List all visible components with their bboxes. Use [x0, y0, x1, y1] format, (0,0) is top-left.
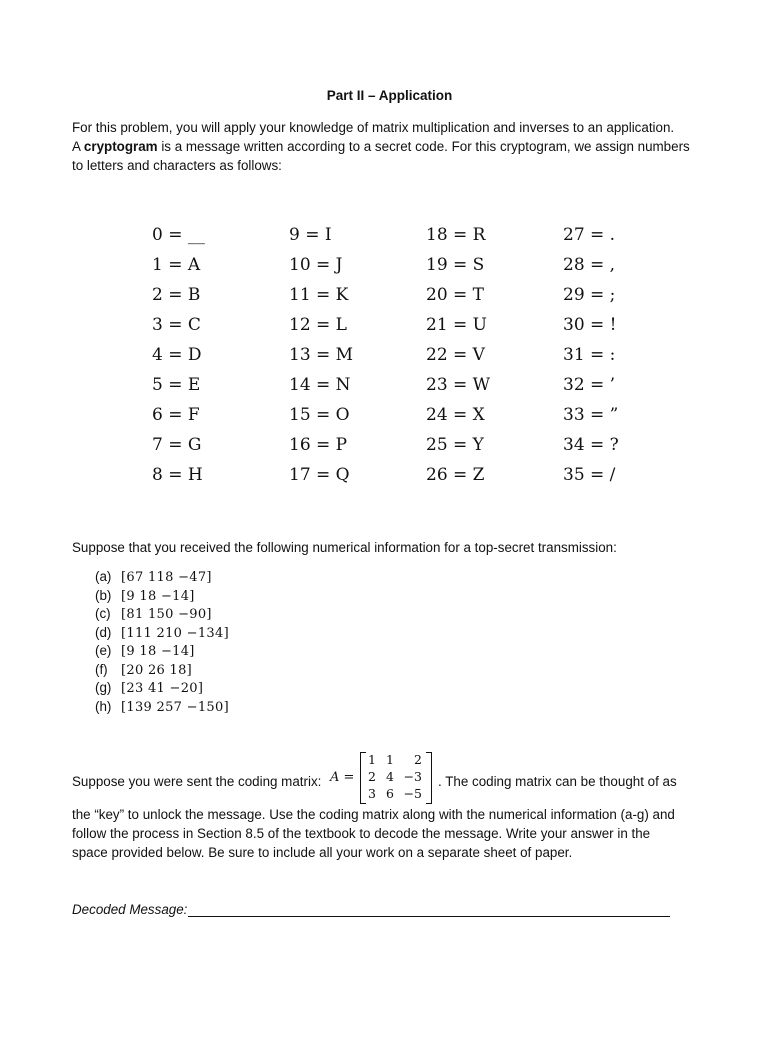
intro-text: A — [72, 139, 84, 154]
matrix-cell: 2 — [368, 769, 376, 784]
intro-line-2 — [72, 137, 712, 156]
section-title: Part II – Application — [326, 88, 453, 103]
instructions-line: the “key” to unlock the message. Use the coding matrix along with the numerical information (a-g) and — [72, 807, 675, 822]
code-entry: 14 = N — [289, 375, 351, 395]
decoded-message-label: Decoded Message: — [72, 902, 188, 917]
code-entry: 11 = K — [289, 285, 349, 305]
instructions-paragraph — [72, 805, 712, 862]
matrix-cell: 4 — [386, 769, 394, 784]
matrix-symbol: A = — [330, 770, 355, 785]
code-entry: 15 = O — [289, 405, 350, 425]
code-entry: 1 = A — [152, 255, 201, 275]
code-entry: 5 = E — [152, 375, 201, 395]
message-label: (a) — [95, 569, 112, 584]
message-label: (b) — [95, 587, 112, 603]
code-entry: 16 = P — [289, 435, 348, 455]
code-entry: 35 = / — [563, 465, 616, 485]
list-item — [95, 568, 229, 587]
code-column-3 — [426, 220, 490, 490]
matrix-cell: 6 — [386, 786, 394, 801]
list-item — [95, 661, 229, 680]
code-entry: 28 = , — [563, 255, 616, 275]
code-entry: 9 = I — [289, 225, 332, 245]
message-label: (c) — [95, 606, 111, 621]
message-label: (f) — [95, 661, 108, 677]
matrix-row — [366, 769, 426, 785]
cryptogram-term: cryptogram — [83, 139, 158, 154]
code-column-1 — [152, 220, 205, 490]
matrix-cell: 2 — [414, 752, 422, 767]
message-label: (g) — [95, 680, 112, 695]
code-entry: 10 = J — [289, 255, 343, 275]
list-item — [95, 624, 229, 643]
coding-matrix-after: . The coding matrix can be thought of as — [438, 774, 677, 789]
code-entry: 33 = ” — [563, 405, 619, 425]
matrix-cell: 1 — [386, 752, 394, 767]
code-table — [0, 220, 779, 490]
message-label: (h) — [95, 698, 112, 714]
matrix-row — [366, 786, 426, 802]
matrix-cell: −3 — [403, 769, 422, 784]
code-entry: 25 = Y — [426, 435, 484, 455]
message-values: [23 41 −20] — [121, 681, 204, 696]
code-entry: 19 = S — [426, 255, 485, 275]
message-values: [20 26 18] — [121, 662, 193, 678]
code-entry: 4 = D — [152, 345, 202, 365]
coding-matrix — [360, 752, 432, 804]
code-entry: 20 = T — [426, 285, 485, 305]
message-label: (e) — [95, 643, 112, 658]
instructions-line: follow the process in Section 8.5 of the textbook to decode the message. Write your answer in the — [72, 826, 651, 841]
code-entry: 13 = M — [289, 345, 354, 365]
list-item — [95, 679, 229, 698]
code-entry: 7 = G — [152, 435, 202, 455]
code-entry: 29 = ; — [563, 285, 616, 305]
code-entry: 2 = B — [152, 285, 201, 305]
code-column-4 — [563, 220, 619, 490]
message-list — [95, 568, 229, 716]
message-values: [111 210 −134] — [121, 625, 229, 641]
code-entry: 0 = __ — [152, 225, 205, 245]
code-entry: 30 = ! — [563, 315, 617, 335]
code-entry: 6 = F — [152, 405, 200, 425]
code-entry: 32 = ’ — [563, 375, 616, 395]
intro-paragraph — [72, 118, 712, 175]
message-label: (d) — [95, 624, 112, 640]
matrix-row — [366, 752, 426, 768]
message-values: [9 18 −14] — [121, 588, 195, 604]
code-entry: 21 = U — [426, 315, 488, 335]
matrix-cell: −5 — [403, 786, 422, 801]
intro-line-1: For this problem, you will apply your knowledge of matrix multiplication and inverses to an application. — [72, 120, 675, 135]
code-entry: 8 = H — [152, 465, 203, 485]
code-column-2 — [289, 220, 353, 490]
decoded-message-answer-line[interactable] — [188, 916, 670, 917]
right-bracket — [426, 752, 432, 804]
code-entry: 24 = X — [426, 405, 485, 425]
matrix-cell: 1 — [368, 752, 376, 767]
instructions-line: space provided below. Be sure to include all your work on a separate sheet of paper. — [72, 845, 573, 860]
list-item — [95, 642, 229, 661]
list-item — [95, 587, 229, 606]
code-entry: 27 = . — [563, 225, 616, 245]
message-values: [9 18 −14] — [121, 644, 195, 659]
matrix-cell: 3 — [368, 786, 376, 801]
code-entry: 31 = : — [563, 345, 616, 365]
list-item — [95, 698, 229, 717]
code-entry: 26 = Z — [426, 465, 485, 485]
list-item — [95, 605, 229, 624]
code-entry: 34 = ? — [563, 435, 619, 455]
message-values: [81 150 −90] — [121, 607, 212, 622]
intro-text: is a message written according to a secret code. For this cryptogram, we assign numbers — [157, 139, 690, 154]
coding-matrix-intro: Suppose you were sent the coding matrix: — [72, 774, 322, 789]
transmission-intro: Suppose that you received the following numerical information for a top-secret transmission: — [72, 540, 617, 555]
intro-line-3: to letters and characters as follows: — [72, 158, 282, 173]
message-values: [139 257 −150] — [121, 699, 229, 715]
code-entry: 18 = R — [426, 225, 486, 245]
code-entry: 23 = W — [426, 375, 491, 395]
code-entry: 3 = C — [152, 315, 201, 335]
code-entry: 17 = Q — [289, 465, 350, 485]
code-entry: 22 = V — [426, 345, 485, 365]
code-entry: 12 = L — [289, 315, 347, 335]
message-values: [67 118 −47] — [121, 570, 212, 585]
